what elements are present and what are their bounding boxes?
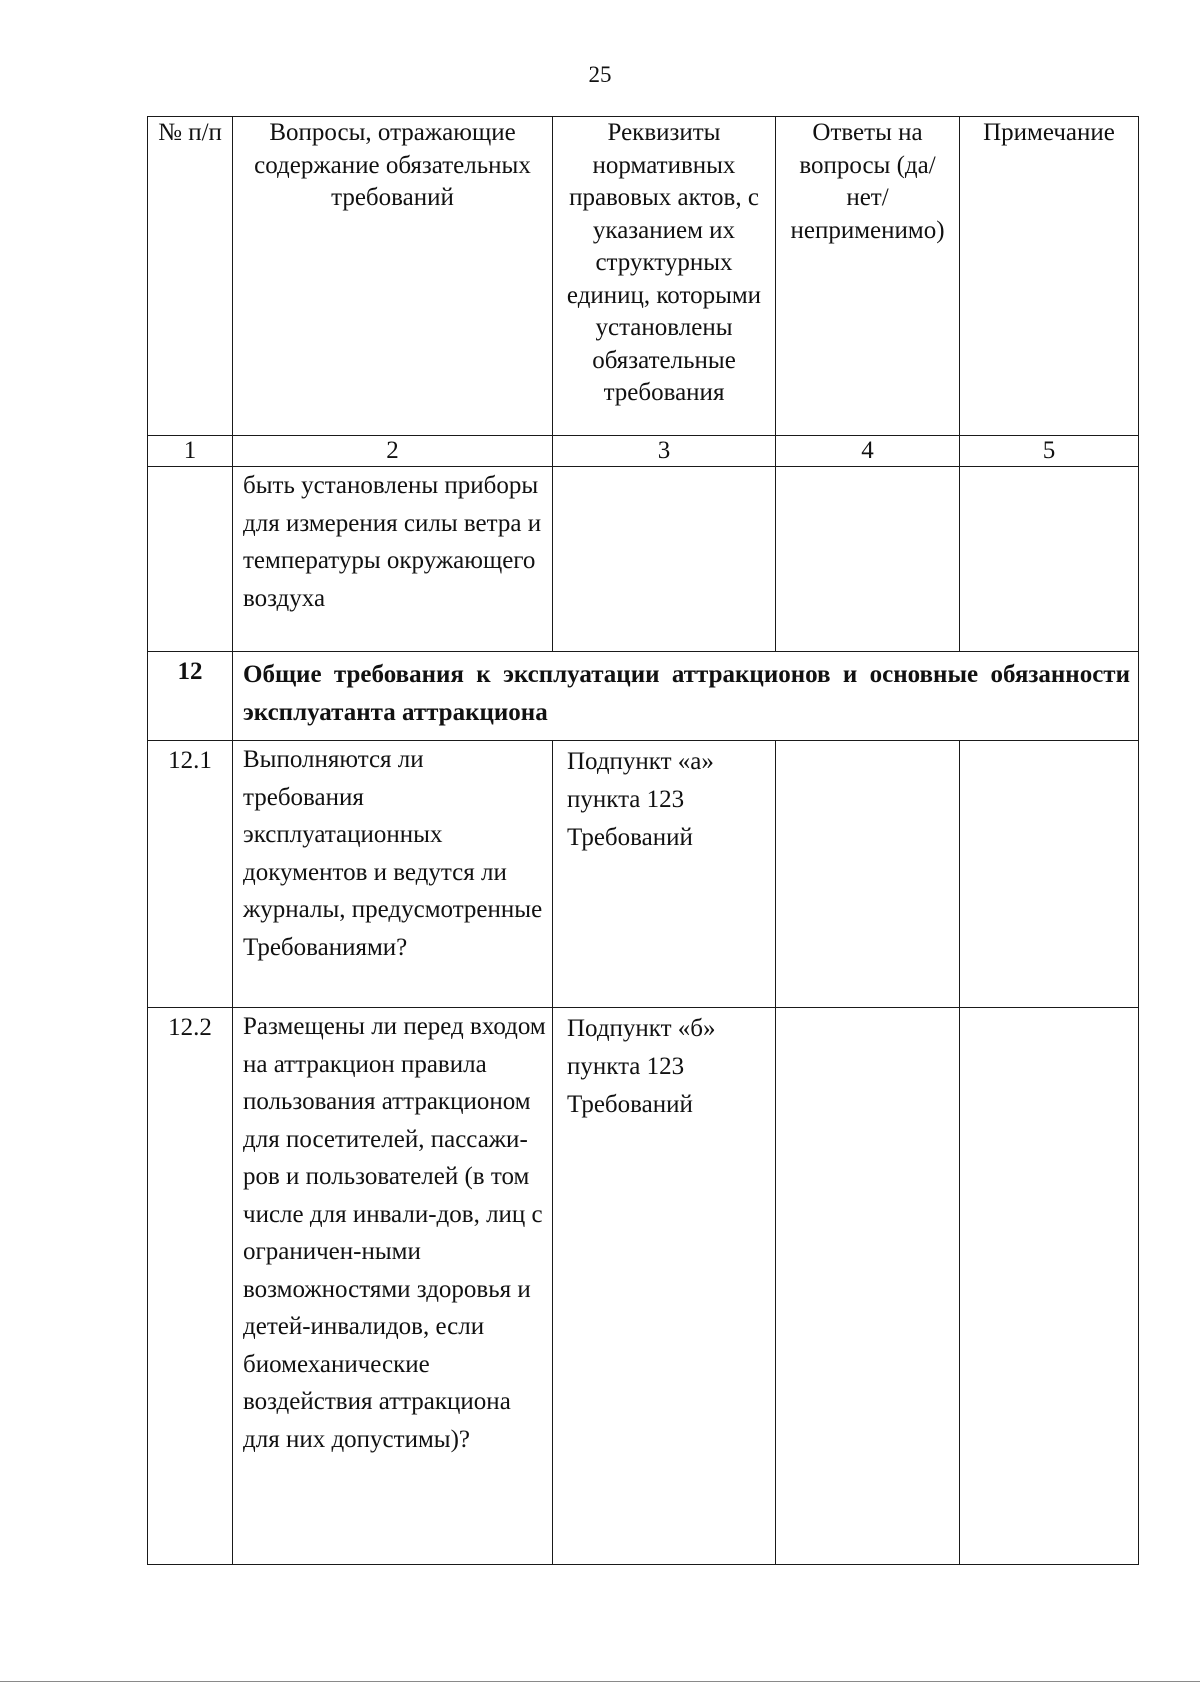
column-number: 3 (553, 436, 776, 467)
table-row (148, 741, 1139, 1008)
section-title: Общие требования к эксплуатации аттракционов и основные обязанности эксплуатанта аттракциона (233, 652, 1139, 741)
column-number-row (148, 436, 1139, 467)
row-note (960, 1008, 1139, 1565)
row-question: Выполняются ли требования эксплуатационных документов и ведутся ли журналы, предусмотренные Требованиями? (233, 741, 553, 1008)
row-answer (776, 467, 960, 652)
header-reference: Реквизиты нормативных правовых актов, с указанием их структурных единиц, которыми установлены обязательные требования (553, 117, 776, 436)
row-answer (776, 741, 960, 1008)
scan-edge-line (0, 1681, 1200, 1682)
column-number: 5 (960, 436, 1139, 467)
requirements-checklist-table (147, 116, 1139, 1565)
row-question: быть установлены приборы для измерения силы ветра и температуры окружающего воздуха (233, 467, 553, 652)
section-num: 12 (148, 652, 233, 741)
page-number: 25 (588, 62, 612, 87)
column-number: 2 (233, 436, 553, 467)
continuation-row (148, 467, 1139, 652)
row-num: 12.1 (148, 741, 233, 1008)
row-note (960, 741, 1139, 1008)
row-num: 12.2 (148, 1008, 233, 1565)
header-answer: Ответы на вопросы (да/нет/ неприменимо) (776, 117, 960, 436)
header-num: № п/п (148, 117, 233, 436)
column-number: 4 (776, 436, 960, 467)
row-reference: Подпункт «б» пункта 123 Требований (553, 1008, 776, 1565)
row-answer (776, 1008, 960, 1565)
table-row (148, 1008, 1139, 1565)
row-note (960, 467, 1139, 652)
row-num (148, 467, 233, 652)
header-note: Примечание (960, 117, 1139, 436)
column-number: 1 (148, 436, 233, 467)
row-reference (553, 467, 776, 652)
header-row (148, 117, 1139, 436)
row-question: Размещены ли перед входом на аттракцион правила пользования аттракционом для посетителей, пассажи-ров и пользователей (в том числе для инвали-дов, лиц с ограничен-ными возможностями здоровья и детей-инвалидов, если биомеханические воздействия аттракциона для них допустимы)? (233, 1008, 553, 1565)
row-reference: Подпункт «а» пункта 123 Требований (553, 741, 776, 1008)
section-row (148, 652, 1139, 741)
header-question: Вопросы, отражающие содержание обязательных требований (233, 117, 553, 436)
